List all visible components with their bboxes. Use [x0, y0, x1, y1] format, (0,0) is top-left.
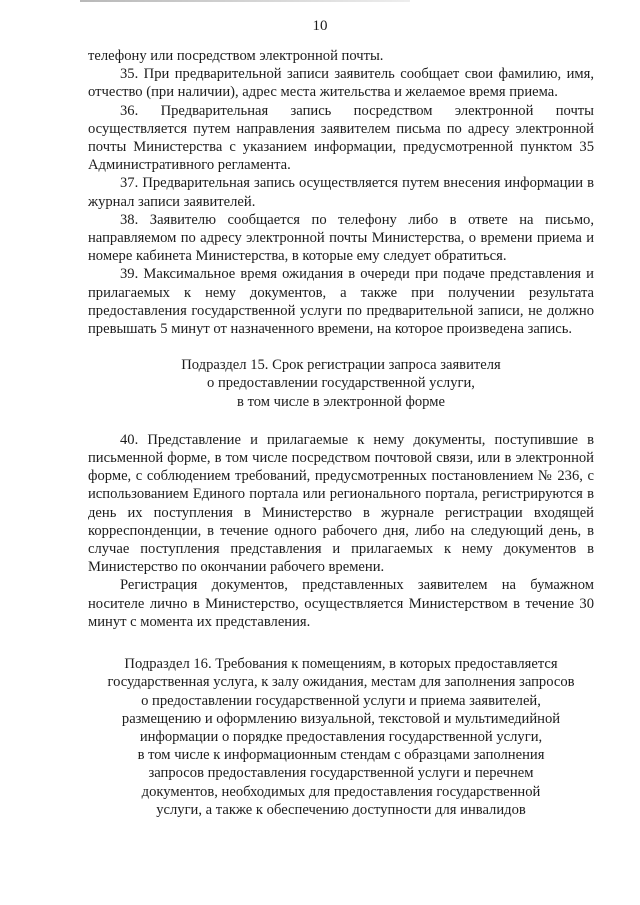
heading-line: запросов предоставления государственной услуги и перечнем — [148, 765, 534, 782]
heading-line: документов, необходимых для предоставления государственной — [141, 783, 541, 800]
heading-line: Подраздел 15. Срок регистрации запроса заявителя — [181, 357, 501, 374]
paragraph-40: 40. Представление и прилагаемые к нему документы, поступившие в письменной форме, в том числе посредством почтовой связи, или в электронной форме, с соблюдением требований, предусмотренных постановлением № 236, с использованием Единого портала или регионального портала, регистрируются в день их поступления в Министерство в журнале регистрации входящей корреспонденции, в течение одного рабочего дня, либо на следующий день, в случае поступления представления и прилагаемых к нему документов в Министерство по окончании рабочего времени. — [88, 431, 594, 576]
paragraph-37: 37. Предварительная запись осуществляется путем внесения информации в журнал записи заявителей. — [88, 175, 594, 210]
subsection-15-heading — [88, 356, 594, 411]
heading-line: о предоставлении государственной услуги и приема заявителей, — [141, 692, 541, 709]
heading-line: размещению и оформлению визуальной, текстовой и мультимедийной — [121, 710, 561, 727]
paragraph-35: 35. При предварительной записи заявитель сообщает свои фамилию, имя, отчество (при наличии), адрес места жительства и желаемое время приема. — [88, 66, 594, 101]
paragraph-34-continuation: телефону или посредством электронной почты. — [88, 48, 384, 64]
heading-line: услуги, а также к обеспечению доступности для инвалидов — [156, 801, 526, 818]
scan-artifact-strip — [80, 0, 410, 2]
heading-line: о предоставлении государственной услуги, — [207, 375, 475, 392]
heading-line: в том числе в электронной форме — [237, 393, 445, 410]
document-body — [88, 47, 594, 819]
page-number: 10 — [312, 18, 328, 34]
paragraph-36: 36. Предварительная запись посредством электронной почты осуществляется путем направления заявителем письма по адресу электронной почты Министерства с указанием информации, предусмотренной пунктом 35 Административного регламента. — [88, 102, 594, 174]
paragraph-38: 38. Заявителю сообщается по телефону либо в ответе на письмо, направляемом по адресу электронной почты Министерства, о времени приема и номере кабинета Министерства, в которые ему следует обратиться. — [88, 211, 594, 265]
paragraph-39: 39. Максимальное время ожидания в очереди при подаче представления и прилагаемых к нему документов, а также при получении результата предоставления государственной услуги по предварительной записи, не должно превышать 5 минут от назначенного времени, на которое произведена запись. — [88, 266, 594, 338]
heading-line: Подраздел 16. Требования к помещениям, в которых предоставляется — [124, 656, 558, 673]
paragraph-40-registration: Регистрация документов, представленных заявителем на бумажном носителе лично в Министерство, осуществляется Министерством в течение 30 минут с момента их представления. — [88, 577, 594, 630]
subsection-16-heading — [88, 655, 594, 819]
heading-line: в том числе к информационным стендам с образцами заполнения — [137, 747, 545, 764]
heading-line: государственная услуга, к залу ожидания, местам для заполнения запросов — [107, 674, 575, 691]
heading-line: информации о порядке предоставления государственной услуги, — [139, 728, 543, 745]
